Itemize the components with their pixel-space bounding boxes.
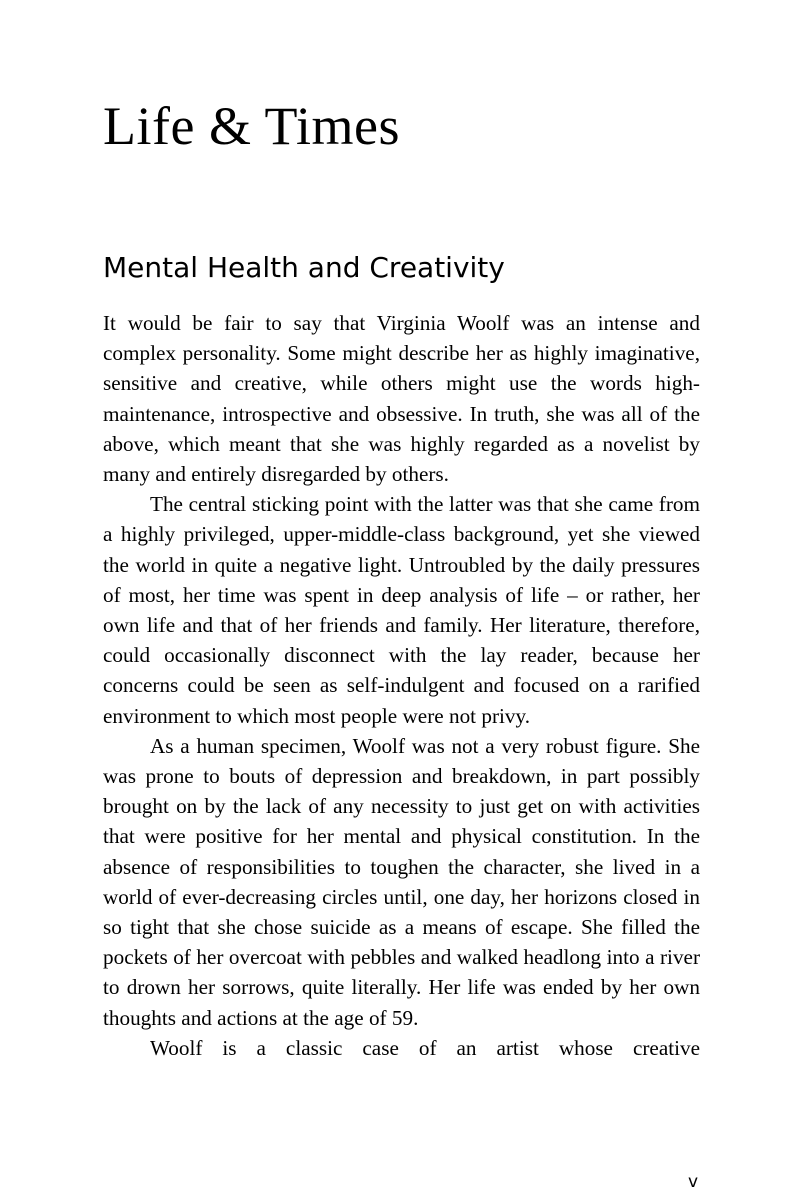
page-number: v xyxy=(687,1172,698,1192)
body-text xyxy=(103,308,700,1063)
paragraph-2: The central sticking point with the latter was that she came from a highly privileged, upper-middle-class background, yet she viewed the world in quite a negative light. Untroubled by the daily pressures of most, her time was spent in deep analysis of life – or rather, her own life and that of her friends and family. Her literature, therefore, could occasionally disconnect with the lay reader, because her concerns could be seen as self-indulgent and focused on a rarified environment to which most people were not privy. xyxy=(103,492,700,728)
paragraph-4: Woolf is a classic case of an artist whose creative xyxy=(150,1035,700,1060)
section-title: Mental Health and Creativity xyxy=(103,251,505,284)
paragraph-3: As a human specimen, Woolf was not a very robust figure. She was prone to bouts of depression and breakdown, in part possibly brought on by the lack of any necessity to just get on with activities that were positive for her mental and physical constitution. In the absence of responsibilities to toughen the character, she lived in a world of ever-decreasing circles until, one day, her horizons closed in so tight that she chose suicide as a means of escape. She filled the pockets of her overcoat with pebbles and walked headlong into a river to drown her sorrows, quite literally. Her life was ended by her own thoughts and actions at the age of 59. xyxy=(103,733,700,1030)
paragraph-1: It would be fair to say that Virginia Woolf was an intense and complex personality. Some might describe her as highly imaginative, sensitive and creative, while others might use the words high-maintenance, introspective and obsessive. In truth, she was all of the above, which meant that she was highly regarded as a novelist by many and entirely disregarded by others. xyxy=(103,311,700,487)
chapter-title: Life & Times xyxy=(103,96,401,156)
